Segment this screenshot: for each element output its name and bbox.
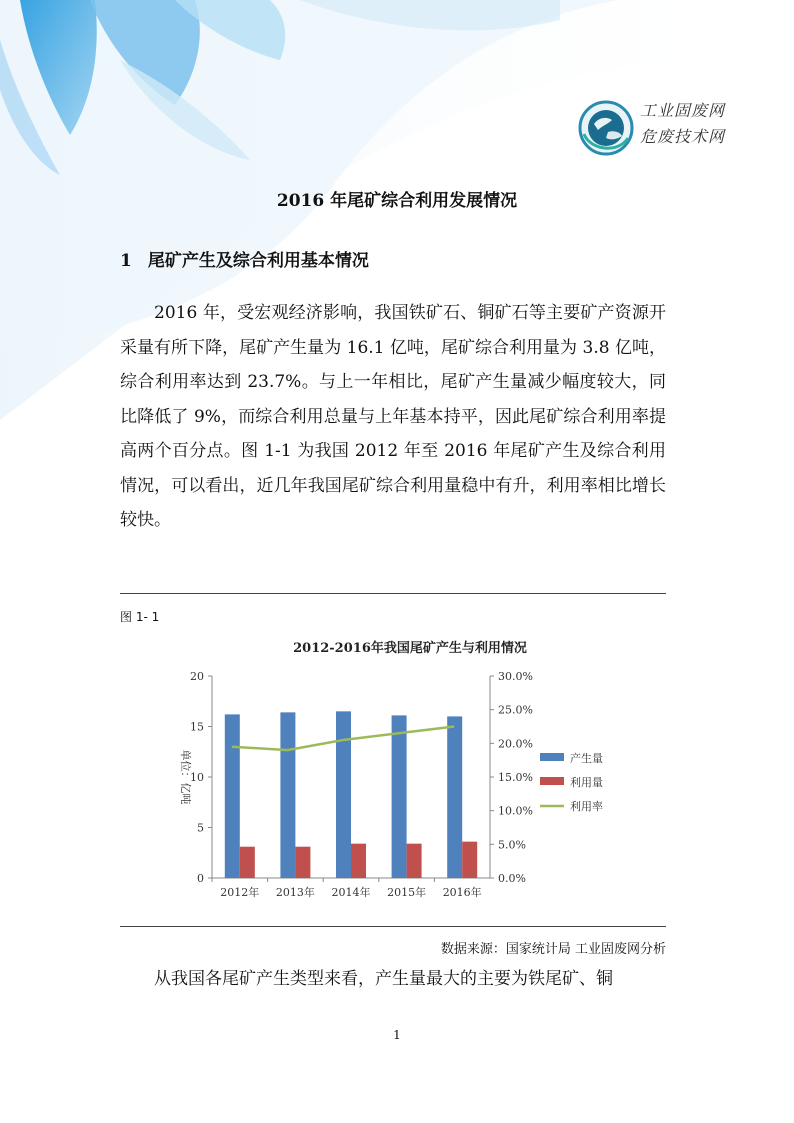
bar-利用量-2014年 <box>351 844 366 878</box>
y-tick-label: 15 <box>190 720 204 734</box>
bar-产生量-2012年 <box>225 714 240 878</box>
y2-tick-label: 25.0% <box>498 703 533 717</box>
x-tick-label: 2013年 <box>275 886 315 899</box>
legend-swatch-利用量 <box>540 777 564 785</box>
bar-利用量-2012年 <box>240 847 255 878</box>
legend-label-利用率: 利用率 <box>570 800 603 813</box>
section-title: 尾矿产生及综合利用基本情况 <box>147 251 369 271</box>
y2-tick-label: 15.0% <box>498 771 533 784</box>
legend-swatch-产生量 <box>540 753 564 761</box>
y-axis-label: 单位：亿吨 <box>179 749 192 805</box>
bar-产生量-2016年 <box>447 716 462 878</box>
figure-bottom-rule <box>120 926 666 927</box>
x-tick-label: 2014年 <box>331 886 371 899</box>
section-number: 1 <box>120 251 132 271</box>
y-tick-label: 5 <box>197 821 204 835</box>
legend-label-产生量: 产生量 <box>570 752 603 765</box>
figure-label: 图 1- 1 <box>120 610 160 624</box>
bar-产生量-2013年 <box>280 712 295 878</box>
y2-tick-label: 10.0% <box>498 804 533 818</box>
x-tick-label: 2012年 <box>220 886 260 899</box>
bar-利用量-2015年 <box>407 844 422 878</box>
logo-line-1: 工业固废网 <box>640 101 726 120</box>
tailings-chart <box>160 632 660 912</box>
y-tick-label: 0 <box>197 872 204 885</box>
page-number: 1 <box>393 1028 401 1042</box>
body-paragraph-2: 从我国各尾矿产生类型来看，产生量最大的主要为铁尾矿、铜 <box>154 969 613 989</box>
bar-产生量-2015年 <box>392 715 407 878</box>
y2-tick-label: 20.0% <box>498 737 533 751</box>
y2-tick-label: 5.0% <box>498 838 526 852</box>
y-tick-label: 10 <box>190 771 204 784</box>
section-heading <box>120 246 369 271</box>
y2-tick-label: 30.0% <box>498 670 533 683</box>
bar-产生量-2014年 <box>336 711 351 878</box>
data-source: 数据来源：国家统计局 工业固废网分析 <box>440 942 666 957</box>
y2-tick-label: 0.0% <box>498 872 526 885</box>
bar-利用量-2016年 <box>462 842 477 878</box>
legend-label-利用量: 利用量 <box>570 776 603 789</box>
x-tick-label: 2015年 <box>387 886 427 899</box>
y-tick-label: 20 <box>190 670 204 683</box>
document-title: 2016 年尾矿综合利用发展情况 <box>276 191 518 211</box>
logo-line-2: 危废技术网 <box>640 127 726 146</box>
chart-title: 2012-2016年我国尾矿产生与利用情况 <box>293 641 527 656</box>
figure-top-rule <box>120 593 666 594</box>
body-paragraph-1: 2016 年，受宏观经济影响，我国铁矿石、铜矿石等主要矿产资源开采量有所下降，尾矿产生量为 16.1 亿吨，尾矿综合利用量为 3.8 亿吨，综合利用率达到 23.7%。与上一年相比，尾矿产生量减少幅度较大，同比降低了 9%，而综合利用总量与上年基本持平，因此尾矿综合利用率提高两个百分点。图 1-1 为我国 2012 年至 2016 年尾矿产生及综合利用情况，可以看出，近几年我国尾矿综合利用量稳中有升，利用率相比增长较快。 <box>120 303 666 530</box>
x-tick-label: 2016年 <box>442 886 482 899</box>
bar-利用量-2013年 <box>295 847 310 878</box>
